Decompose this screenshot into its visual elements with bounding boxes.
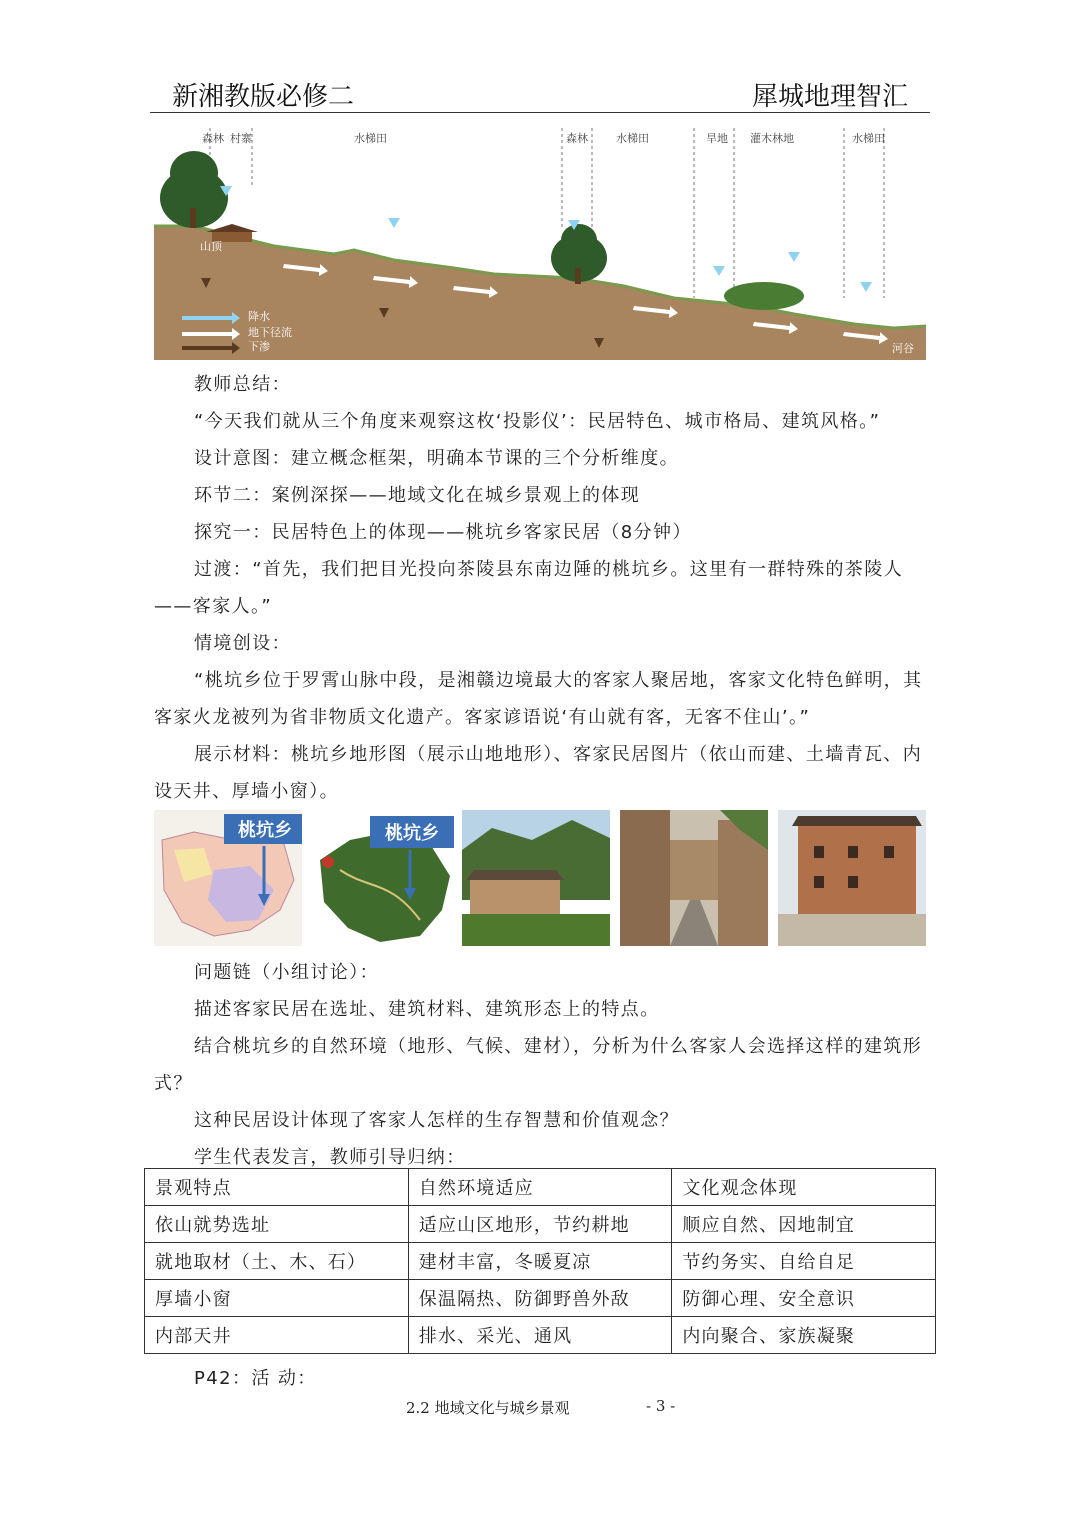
paragraph-scenario-quote: “桃坑乡位于罗霄山脉中段，是湘赣边境最大的客家人聚居地，客家文化特色鲜明，其客家火龙被列为省非物质文化遗产。客家谚语说‘有山就有客，无客不住山’。”: [154, 670, 923, 728]
paragraph-transition: 过渡：“首先，我们把目光投向茶陵县东南边陲的桃坑乡。这里有一群特殊的茶陵人——客家人。”: [154, 559, 904, 617]
table-row: [145, 1317, 936, 1354]
legend-infiltration: 下渗: [248, 340, 270, 353]
diagram-label-terrace: 水梯田: [354, 132, 387, 145]
table-cell: 内向聚合、家族凝聚: [672, 1317, 936, 1354]
header-right-title: 犀城地理智汇: [751, 82, 908, 112]
paragraph-teacher-summary: 教师总结：: [194, 374, 291, 395]
diagram-label-village: 村寨: [230, 132, 252, 145]
paragraph-question-2: 结合桃坑乡的自然环境（地形、气候、建材），分析为什么客家人会选择这样的建筑形式？: [154, 1036, 923, 1094]
table-cell: 排水、采光、通风: [408, 1317, 672, 1354]
table-cell: 厚墙小窗: [145, 1280, 409, 1317]
paragraph-scenario: 情境创设：: [194, 633, 291, 654]
paragraph-question-chain: 问题链（小组讨论）：: [194, 962, 379, 983]
landscape-summary-table: [144, 1168, 936, 1354]
table-header-row: [145, 1169, 936, 1206]
table-header-cell: 文化观念体现: [672, 1169, 936, 1206]
terrain-map-label-taokeng: 桃坑乡: [385, 823, 439, 844]
map-label-taokeng: 桃坑乡: [238, 820, 292, 841]
hakka-alley-photo: [620, 810, 768, 946]
table-cell: 适应山区地形，节约耕地: [408, 1206, 672, 1243]
footer-page-number: - 3 -: [646, 1397, 676, 1415]
paragraph-question-1: 描述客家民居在选址、建筑材料、建筑形态上的特点。: [194, 999, 660, 1020]
diagram-label-forest: 森林: [202, 132, 224, 145]
diagram-label-dryland: 旱地: [706, 132, 728, 145]
footer-section-title: 2.2 地域文化与城乡景观: [406, 1399, 570, 1417]
text-block-2: [154, 954, 924, 1176]
paragraph-materials: 展示材料：桃坑乡地形图（展示山地地形）、客家民居图片（依山而建、土墙青瓦、内设天井、厚墙小窗）。: [154, 744, 923, 802]
table-cell: 保温隔热、防御野兽外敌: [408, 1280, 672, 1317]
diagram-label-summit: 山顶: [200, 240, 222, 253]
location-map-image: [154, 810, 302, 946]
text-block-3: [154, 1360, 924, 1397]
header-left-title: 新湘教版必修二: [172, 82, 355, 112]
table-cell: 就地取材（土、木、石）: [145, 1243, 409, 1280]
paragraph-question-3: 这种民居设计体现了客家人怎样的生存智慧和价值观念？: [194, 1110, 679, 1131]
table-cell: 节约务实、自给自足: [672, 1243, 936, 1280]
paragraph-quote: “今天我们就从三个角度来观察这枚‘投影仪’：民居特色、城市格局、建筑风格。”: [194, 411, 881, 432]
paragraph-inquiry-one: 探究一：民居特色上的体现——桃坑乡客家民居（8分钟）: [194, 522, 692, 543]
table-header-cell: 景观特点: [145, 1169, 409, 1206]
diagram-label-terrace-2: 水梯田: [616, 132, 649, 145]
table-row: [145, 1243, 936, 1280]
hakka-village-photo: [462, 810, 610, 946]
legend-precipitation: 降水: [248, 310, 270, 323]
table-cell: 建材丰富，冬暖夏凉: [408, 1243, 672, 1280]
paragraph-summary-intro: 学生代表发言，教师引导归纳：: [194, 1147, 466, 1168]
table-row: [145, 1280, 936, 1317]
diagram-label-valley: 河谷: [892, 342, 914, 355]
table-cell: 依山就势选址: [145, 1206, 409, 1243]
diagram-label-shrubland: 灌木林地: [750, 132, 794, 145]
text-block-1: [154, 366, 924, 810]
page-header: [150, 70, 930, 113]
paragraph-design-intent: 设计意图：建立概念框架，明确本节课的三个分析维度。: [194, 448, 679, 469]
table-cell: 内部天井: [145, 1317, 409, 1354]
paragraph-stage-two: 环节二：案例深探——地域文化在城乡景观上的体现: [194, 485, 641, 506]
table-row: [145, 1206, 936, 1243]
diagram-label-terrace-3: 水梯田: [852, 132, 885, 145]
paragraph-activity: P42：活 动：: [194, 1368, 317, 1389]
photo-strip: [154, 810, 926, 948]
table-cell: 防御心理、安全意识: [672, 1280, 936, 1317]
terrace-cross-section-diagram: [154, 128, 926, 360]
hakka-house-photo: [778, 810, 926, 946]
table-header-cell: 自然环境适应: [408, 1169, 672, 1206]
legend-runoff: 地下径流: [248, 326, 292, 339]
diagram-label-forest-2: 森林: [566, 132, 588, 145]
terrain-map-image: [310, 810, 458, 946]
table-cell: 顺应自然、因地制宜: [672, 1206, 936, 1243]
